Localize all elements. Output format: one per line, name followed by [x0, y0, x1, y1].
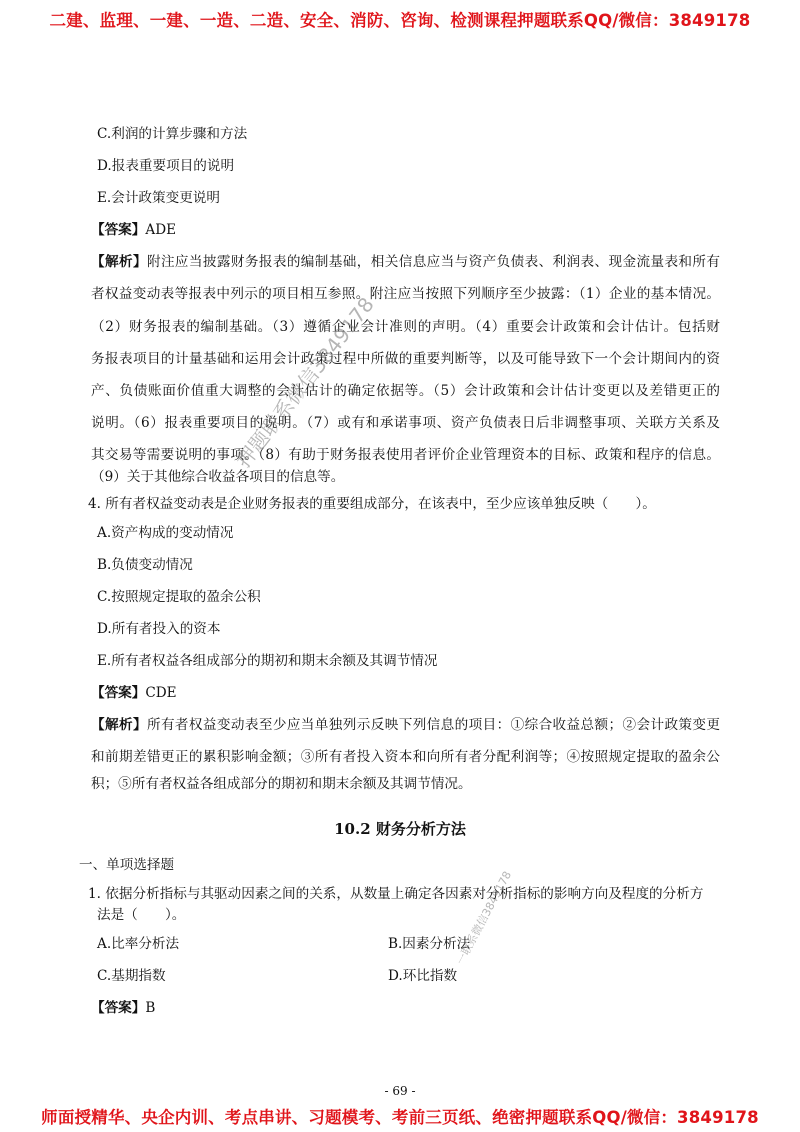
q1-option-c: C.基期指数: [97, 968, 166, 984]
q4-stem: 4. 所有者权益变动表是企业财务报表的重要组成部分，在该表中，至少应该单独反映（ ）。: [88, 496, 656, 512]
q4-option-c: C.按照规定提取的盈余公积: [97, 589, 261, 605]
q1-answer-value: B: [145, 1000, 156, 1016]
subsection-heading: 一、单项选择题: [79, 857, 175, 873]
q3-explanation-line-2: 者权益变动表等报表中列示的项目相互参照。附注应当按照下列顺序至少披露：（1）企业的基本情况。: [91, 286, 720, 302]
q1-answer-label: 【答案】: [91, 1000, 146, 1016]
q4-explanation-text-1: 所有者权益变动表至少应当单独列示反映下列信息的项目：①综合收益总额；②会计政策变更: [146, 717, 720, 733]
q3-explanation-text-1: 附注应当披露财务报表的编制基础，相关信息应当与资产负债表、利润表、现金流量表和所有: [146, 254, 720, 270]
q3-option-c: C.利润的计算步骤和方法: [97, 126, 248, 142]
q3-option-e: E.会计政策变更说明: [97, 190, 220, 206]
q1-stem-line-2: 法是（ ）。: [97, 907, 186, 923]
q3-explanation-line-1: [91, 253, 720, 271]
q3-explanation-line-5: 产、负债账面价值重大调整的会计估计的确定依据等。（5）会计政策和会计估计变更以及差错更正的: [91, 383, 720, 399]
bottom-promo-banner: 师面授精华、央企内训、考点串讲、习题模考、考前三页纸、绝密押题联系QQ/微信：3849178: [41, 1108, 759, 1127]
q1-option-d: D.环比指数: [388, 968, 458, 984]
q3-explanation-label: 【解析】: [91, 254, 147, 270]
q1-answer: [91, 999, 155, 1017]
q3-explanation-line-4: 务报表项目的计量基础和运用会计政策过程中所做的重要判断等，以及可能导致下一个会计期间内的资: [91, 351, 720, 367]
q3-explanation-line-6: 说明。（6）报表重要项目的说明。（7）或有和承诺事项、资产负债表日后非调整事项、关联方关系及: [91, 415, 720, 431]
q4-explanation-line-1: [91, 716, 720, 734]
q3-answer-value: ADE: [145, 222, 177, 238]
section-title: 10.2 财务分析方法: [334, 820, 466, 838]
page-number: - 69 -: [384, 1084, 416, 1098]
q3-answer: [91, 221, 176, 239]
q4-answer-value: CDE: [145, 685, 177, 701]
q4-option-a: A.资产构成的变动情况: [97, 525, 234, 541]
q4-option-b: B.负债变动情况: [97, 557, 193, 573]
q1-option-a: A.比率分析法: [97, 936, 180, 952]
q4-explanation-label: 【解析】: [91, 717, 147, 733]
q4-answer-label: 【答案】: [91, 685, 146, 701]
q3-explanation-line-7: 其交易等需要说明的事项。（8）有助于财务报表使用者评价企业管理资本的目标、政策和程序的信息。: [91, 447, 720, 463]
q4-option-e: E.所有者权益各组成部分的期初和期末余额及其调节情况: [97, 653, 438, 669]
top-promo-banner: 二建、监理、一建、一造、二造、安全、消防、咨询、检测课程押题联系QQ/微信：3849178: [49, 11, 751, 30]
watermark-1: 押题联系微信3849178: [231, 292, 379, 473]
q1-option-b: B.因素分析法: [388, 936, 471, 952]
q1-stem-line-1: 1. 依据分析指标与其驱动因素之间的关系，从数量上确定各因素对分析指标的影响方向及程度的分析方: [88, 886, 704, 902]
q3-option-d: D.报表重要项目的说明: [97, 158, 235, 174]
q4-answer: [91, 684, 177, 702]
q4-explanation-line-3: 积；⑤所有者权益各组成部分的期初和期末余额及其调节情况。: [91, 776, 472, 792]
q4-option-d: D.所有者投入的资本: [97, 621, 221, 637]
q3-explanation-line-8: （9）关于其他综合收益各项目的信息等。: [91, 469, 345, 485]
q3-explanation-line-3: （2）财务报表的编制基础。（3）遵循企业会计准则的声明。（4）重要会计政策和会计估计。包括财: [91, 319, 720, 335]
q3-answer-label: 【答案】: [91, 222, 146, 238]
q4-explanation-line-2: 和前期差错更正的累积影响金额；③所有者投入资本和向所有者分配利润等；④按照规定提取的盈余公: [91, 749, 720, 765]
watermark-2: 一联系微信3849178: [453, 869, 515, 968]
